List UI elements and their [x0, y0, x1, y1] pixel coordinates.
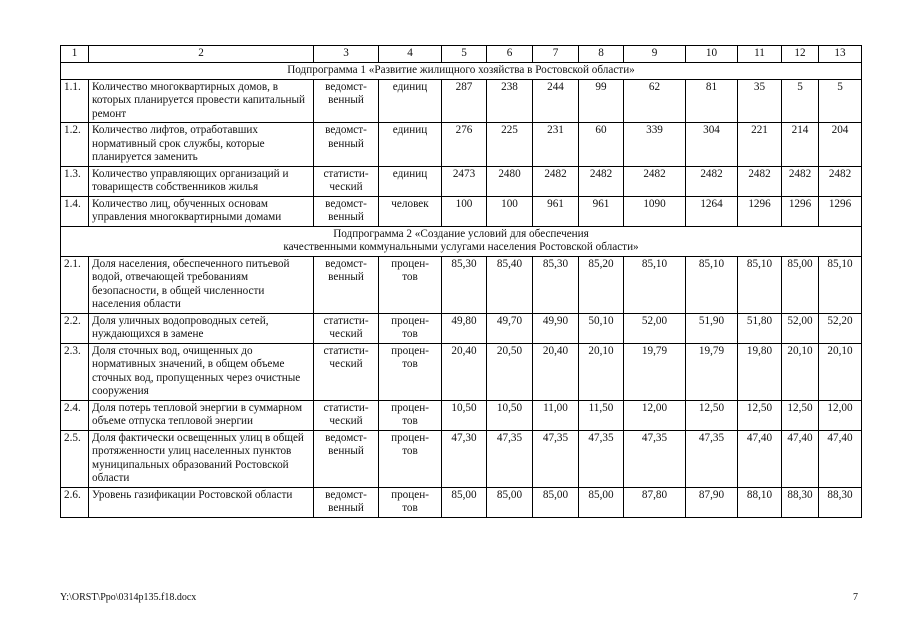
indicator-value: 51,90 — [686, 313, 738, 343]
indicator-value: 2482 — [738, 166, 782, 196]
row-number: 2.3. — [61, 343, 89, 400]
unit-of-measure: процен- тов — [379, 256, 442, 313]
indicator-name: Уровень газификации Ростовской области — [89, 487, 314, 517]
indicators-table — [60, 45, 862, 518]
indicator-value: 2482 — [579, 166, 624, 196]
table-row — [61, 430, 862, 487]
data-source: статисти- ческий — [314, 343, 379, 400]
table-row — [61, 313, 862, 343]
row-number: 1.3. — [61, 166, 89, 196]
indicator-value: 85,00 — [579, 487, 624, 517]
indicator-value: 60 — [579, 123, 624, 167]
table-row — [61, 123, 862, 167]
indicator-value: 47,35 — [624, 430, 686, 487]
row-number: 1.2. — [61, 123, 89, 167]
indicator-value: 52,00 — [782, 313, 819, 343]
column-number-header: 5 — [442, 46, 487, 63]
indicator-value: 85,00 — [533, 487, 579, 517]
indicator-value: 2482 — [686, 166, 738, 196]
column-number-header: 7 — [533, 46, 579, 63]
column-number-header: 11 — [738, 46, 782, 63]
data-source: статисти- ческий — [314, 166, 379, 196]
indicator-value: 85,30 — [533, 256, 579, 313]
indicator-value: 47,35 — [487, 430, 533, 487]
indicator-value: 231 — [533, 123, 579, 167]
indicator-value: 20,40 — [442, 343, 487, 400]
indicator-value: 20,10 — [819, 343, 862, 400]
indicator-value: 5 — [819, 79, 862, 123]
indicator-value: 10,50 — [442, 400, 487, 430]
indicator-value: 85,10 — [738, 256, 782, 313]
indicator-value: 11,50 — [579, 400, 624, 430]
indicator-value: 2480 — [487, 166, 533, 196]
indicator-value: 47,35 — [533, 430, 579, 487]
unit-of-measure: процен- тов — [379, 487, 442, 517]
indicator-value: 35 — [738, 79, 782, 123]
indicator-value: 49,80 — [442, 313, 487, 343]
column-number-header: 13 — [819, 46, 862, 63]
indicator-value: 85,00 — [442, 487, 487, 517]
indicator-value: 100 — [487, 196, 533, 226]
indicator-value: 87,80 — [624, 487, 686, 517]
indicator-value: 85,10 — [686, 256, 738, 313]
unit-of-measure: процен- тов — [379, 400, 442, 430]
subprogram-title — [61, 63, 862, 80]
indicator-value: 52,00 — [624, 313, 686, 343]
table-row — [61, 256, 862, 313]
footer-page-number: 7 — [853, 592, 858, 603]
subprogram-title — [61, 226, 862, 256]
indicator-name: Количество лифтов, отработавших нормативный срок службы, которые планируется заменить — [89, 123, 314, 167]
indicator-value: 19,80 — [738, 343, 782, 400]
indicator-name: Количество лиц, обученных основам управления многоквартирными домами — [89, 196, 314, 226]
indicator-value: 85,10 — [819, 256, 862, 313]
indicator-value: 47,40 — [819, 430, 862, 487]
indicator-value: 88,10 — [738, 487, 782, 517]
data-source: статисти- ческий — [314, 400, 379, 430]
indicator-value: 961 — [579, 196, 624, 226]
indicator-value: 87,90 — [686, 487, 738, 517]
indicator-value: 85,10 — [624, 256, 686, 313]
indicator-value: 2473 — [442, 166, 487, 196]
unit-of-measure: человек — [379, 196, 442, 226]
footer-file-path: Y:\ORST\Ppo\0314p135.f18.docx — [60, 592, 197, 603]
indicator-value: 81 — [686, 79, 738, 123]
indicator-value: 85,20 — [579, 256, 624, 313]
indicator-value: 85,40 — [487, 256, 533, 313]
indicator-value: 51,80 — [738, 313, 782, 343]
unit-of-measure: процен- тов — [379, 343, 442, 400]
table-row — [61, 79, 862, 123]
column-number-header: 3 — [314, 46, 379, 63]
indicator-value: 204 — [819, 123, 862, 167]
indicator-value: 85,00 — [487, 487, 533, 517]
indicator-value: 52,20 — [819, 313, 862, 343]
row-number: 1.1. — [61, 79, 89, 123]
indicator-value: 2482 — [533, 166, 579, 196]
indicator-value: 221 — [738, 123, 782, 167]
row-number: 1.4. — [61, 196, 89, 226]
table-row — [61, 343, 862, 400]
indicator-value: 20,40 — [533, 343, 579, 400]
indicator-value: 47,35 — [686, 430, 738, 487]
indicator-value: 50,10 — [579, 313, 624, 343]
unit-of-measure: процен- тов — [379, 313, 442, 343]
indicator-value: 1296 — [738, 196, 782, 226]
indicator-value: 244 — [533, 79, 579, 123]
indicator-value: 238 — [487, 79, 533, 123]
row-number: 2.6. — [61, 487, 89, 517]
indicator-value: 1264 — [686, 196, 738, 226]
row-number: 2.4. — [61, 400, 89, 430]
indicator-name: Доля населения, обеспеченного питьевой водой, отвечающей требованиям безопасности, в общей численности населения области — [89, 256, 314, 313]
indicator-name: Доля фактически освещенных улиц в общей протяженности улиц населенных пунктов муниципальных образований Ростовской области — [89, 430, 314, 487]
indicator-value: 19,79 — [624, 343, 686, 400]
unit-of-measure: процен- тов — [379, 430, 442, 487]
indicator-value: 1296 — [782, 196, 819, 226]
indicator-value: 49,70 — [487, 313, 533, 343]
indicator-value: 47,40 — [782, 430, 819, 487]
indicator-value: 10,50 — [487, 400, 533, 430]
indicator-value: 12,00 — [819, 400, 862, 430]
data-source: ведомст- венный — [314, 487, 379, 517]
indicator-value: 62 — [624, 79, 686, 123]
indicator-value: 99 — [579, 79, 624, 123]
indicator-value: 100 — [442, 196, 487, 226]
table-row — [61, 400, 862, 430]
column-number-header: 4 — [379, 46, 442, 63]
data-source: ведомст- венный — [314, 256, 379, 313]
table-row — [61, 487, 862, 517]
header-row — [61, 46, 862, 63]
indicator-name: Доля потерь тепловой энергии в суммарном объеме отпуска тепловой энергии — [89, 400, 314, 430]
column-number-header: 2 — [89, 46, 314, 63]
data-source: статисти- ческий — [314, 313, 379, 343]
indicator-value: 214 — [782, 123, 819, 167]
indicator-value: 20,10 — [579, 343, 624, 400]
indicator-value: 304 — [686, 123, 738, 167]
unit-of-measure: единиц — [379, 166, 442, 196]
data-source: ведомст- венный — [314, 196, 379, 226]
indicator-value: 47,30 — [442, 430, 487, 487]
row-number: 2.1. — [61, 256, 89, 313]
column-number-header: 10 — [686, 46, 738, 63]
indicator-value: 20,10 — [782, 343, 819, 400]
indicator-value: 88,30 — [782, 487, 819, 517]
subprogram-title-line: качественными коммунальными услугами населения Ростовской области» — [283, 241, 639, 253]
indicator-value: 49,90 — [533, 313, 579, 343]
indicator-name: Количество управляющих организаций и товариществ собственников жилья — [89, 166, 314, 196]
indicator-value: 1090 — [624, 196, 686, 226]
column-number-header: 12 — [782, 46, 819, 63]
indicator-value: 12,00 — [624, 400, 686, 430]
indicator-value: 225 — [487, 123, 533, 167]
indicator-value: 47,35 — [579, 430, 624, 487]
subprogram-title-line: Подпрограмма 2 «Создание условий для обеспечения — [333, 227, 589, 240]
indicator-value: 287 — [442, 79, 487, 123]
indicator-value: 5 — [782, 79, 819, 123]
indicator-value: 20,50 — [487, 343, 533, 400]
column-number-header: 1 — [61, 46, 89, 63]
indicator-value: 12,50 — [782, 400, 819, 430]
subprogram-2-row — [61, 226, 862, 256]
table-row — [61, 166, 862, 196]
indicator-value: 1296 — [819, 196, 862, 226]
indicator-value: 88,30 — [819, 487, 862, 517]
indicator-value: 85,00 — [782, 256, 819, 313]
indicator-value: 2482 — [624, 166, 686, 196]
indicator-value: 2482 — [819, 166, 862, 196]
indicator-value: 339 — [624, 123, 686, 167]
indicator-value: 961 — [533, 196, 579, 226]
indicator-value: 11,00 — [533, 400, 579, 430]
indicator-value: 276 — [442, 123, 487, 167]
indicator-name: Количество многоквартирных домов, в которых планируется провести капитальный ремонт — [89, 79, 314, 123]
subprogram-1-row — [61, 63, 862, 80]
column-number-header: 9 — [624, 46, 686, 63]
indicator-name: Доля сточных вод, очищенных до нормативных значений, в общем объеме сточных вод, пропущенных через очистные сооружения — [89, 343, 314, 400]
row-number: 2.2. — [61, 313, 89, 343]
row-number: 2.5. — [61, 430, 89, 487]
data-source: ведомст- венный — [314, 430, 379, 487]
subprogram-title-line: Подпрограмма 1 «Развитие жилищного хозяйства в Ростовской области» — [287, 64, 635, 76]
indicator-value: 47,40 — [738, 430, 782, 487]
data-source: ведомст- венный — [314, 79, 379, 123]
indicator-value: 12,50 — [738, 400, 782, 430]
indicator-value: 19,79 — [686, 343, 738, 400]
unit-of-measure: единиц — [379, 79, 442, 123]
indicator-value: 85,30 — [442, 256, 487, 313]
column-number-header: 8 — [579, 46, 624, 63]
indicator-value: 12,50 — [686, 400, 738, 430]
indicator-value: 2482 — [782, 166, 819, 196]
table-row — [61, 196, 862, 226]
indicator-name: Доля уличных водопроводных сетей, нуждающихся в замене — [89, 313, 314, 343]
unit-of-measure: единиц — [379, 123, 442, 167]
column-number-header: 6 — [487, 46, 533, 63]
data-source: ведомст- венный — [314, 123, 379, 167]
